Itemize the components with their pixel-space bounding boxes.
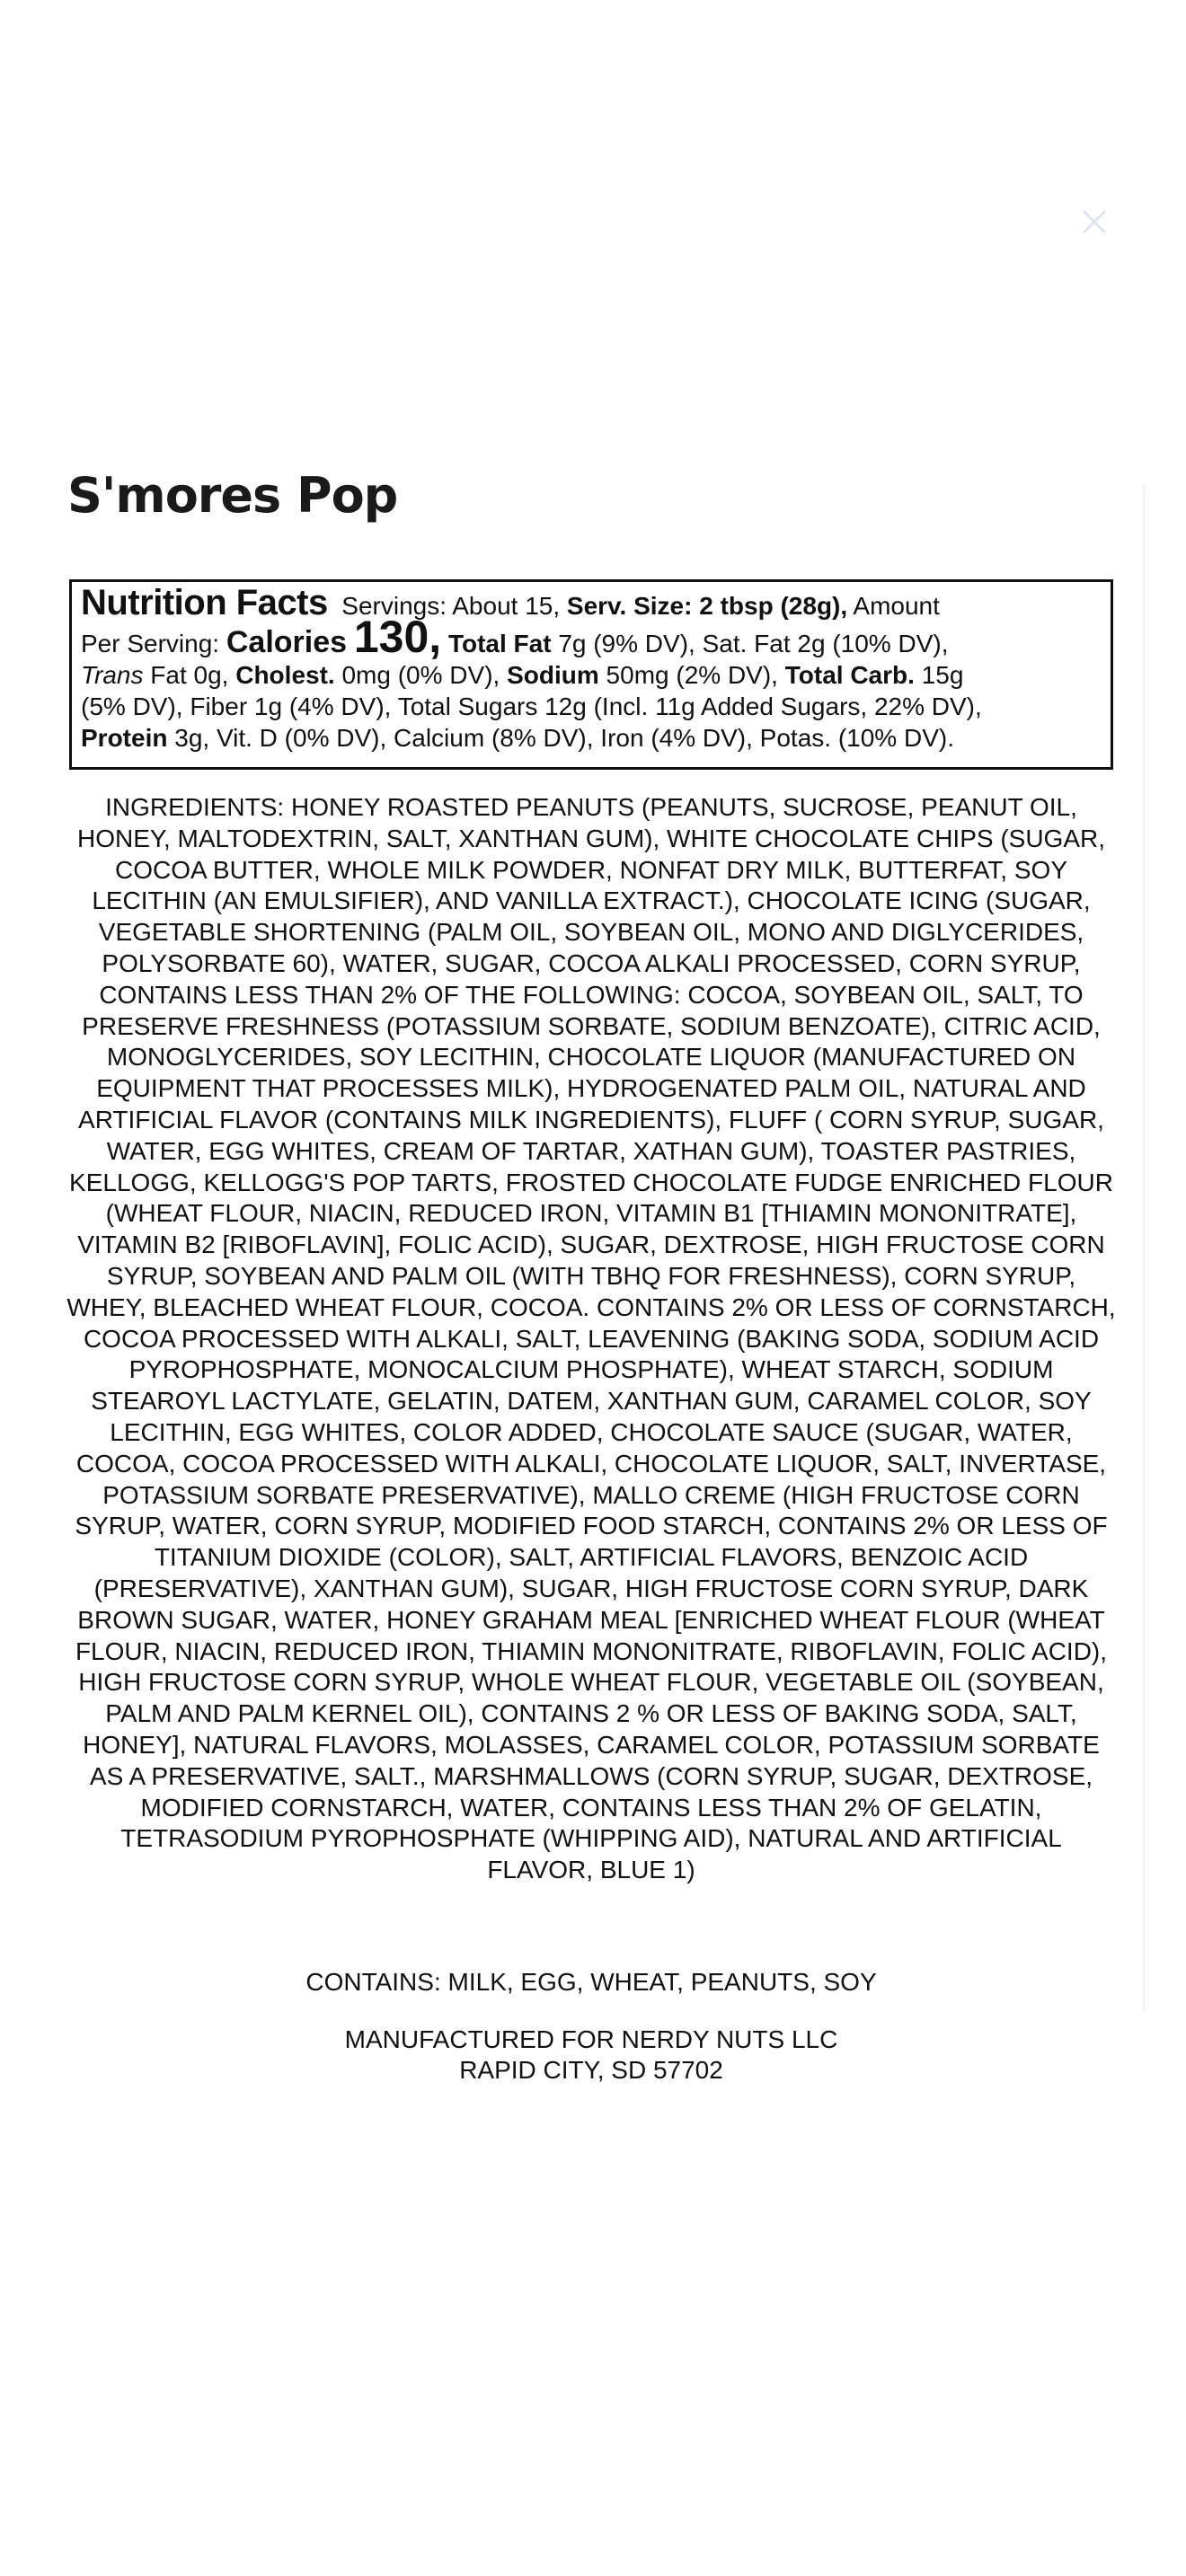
total-fat-label: Total Fat (447, 630, 552, 657)
nutrition-line-1 (81, 583, 1102, 622)
total-carb-value: 15g (921, 661, 964, 689)
cholest-value: 0mg (0% DV), (341, 661, 500, 689)
close-button[interactable] (1072, 199, 1117, 244)
serv-size-value: 2 tbsp (28g), (699, 592, 848, 620)
per-serving-text: Per Serving: (81, 630, 220, 657)
nutrition-line-3 (81, 659, 1102, 691)
trans-value: Fat 0g, (150, 661, 229, 689)
nutrition-heading: Nutrition Facts (81, 583, 328, 622)
calories-label: Calories (226, 625, 348, 659)
close-icon (1082, 209, 1107, 234)
protein-value: 3g, Vit. D (0% DV), Calcium (8% DV), Iron (4% DV), Potas. (10% DV). (174, 724, 954, 752)
allergen-statement: CONTAINS: MILK, EGG, WHEAT, PEANUTS, SOY (305, 1968, 877, 1996)
serv-size-label: Serv. Size: (566, 592, 693, 620)
manufacturer-address: RAPID CITY, SD 57702 (459, 2056, 723, 2084)
protein-label: Protein (81, 724, 168, 752)
nutrition-line-2 (81, 612, 1102, 662)
sodium-label: Sodium (507, 661, 599, 689)
nutrition-facts-panel (69, 579, 1113, 770)
manufacturer-info (66, 2025, 1116, 2086)
scroll-edge (1143, 485, 1146, 2012)
calories-value: 130, (353, 612, 442, 662)
amount-text: Amount (853, 592, 940, 620)
sodium-value: 50mg (2% DV), (606, 661, 778, 689)
manufacturer-name: MANUFACTURED FOR NERDY NUTS LLC (344, 2025, 838, 2053)
nutrition-line-5 (81, 722, 1102, 754)
trans-label: Trans (81, 661, 144, 689)
ingredients-list: INGREDIENTS: HONEY ROASTED PEANUTS (PEANUTS, SUCROSE, PEANUT OIL, HONEY, MALTODEXTRIN, SALT, XANTHAN GUM), WHITE CHOCOLATE CHIPS (SUGAR, COCOA BUTTER, WHOLE MILK POWDER, NONFAT DRY MILK, BUTTERFAT, SOY LECITHIN (AN EMULSIFIER), AND VANILLA EXTRACT.), CHOCOLATE ICING (SUGAR, VEGETABLE SHORTENING (PALM OIL, SOYBEAN OIL, MONO AND DIGLYCERIDES, POLYSORBATE 60), WATER, SUGAR, COCOA ALKALI PROCESSED, CORN SYRUP, CONTAINS LESS THAN 2% OF THE FOLLOWING: COCOA, SOYBEAN OIL, SALT, TO PRESERVE FRESHNESS (POTASSIUM SORBATE, SODIUM BENZOATE), CITRIC ACID, MONOGLYCERIDES, SOY LECITHIN, CHOCOLATE LIQUOR (MANUFACTURED ON EQUIPMENT THAT PROCESSES MILK), HYDROGENATED PALM OIL, NATURAL AND ARTIFICIAL FLAVOR (CONTAINS MILK INGREDIENTS), FLUFF ( CORN SYRUP, SUGAR, WATER, EGG WHITES, CREAM OF TARTAR, XATHAN GUM), TOASTER PASTRIES, KELLOGG, KELLOGG'S POP TARTS, FROSTED CHOCOLATE FUDGE ENRICHED FLOUR (WHEAT FLOUR, NIACIN, REDUCED IRON, VITAMIN B1 [THIAMIN MONONITRATE], VITAMIN B2 [RIBOFLAVIN], FOLIC ACID), SUGAR, DEXTROSE, HIGH FRUCTOSE CORN SYRUP, SOYBEAN AND PALM OIL (WITH TBHQ FOR FRESHNESS), CORN SYRUP, WHEY, BLEACHED WHEAT FLOUR, COCOA. CONTAINS 2% OR LESS OF CORNSTARCH, COCOA PROCESSED WITH ALKALI, SALT, LEAVENING (BAKING SODA, SODIUM ACID PYROPHOSPHATE, MONOCALCIUM PHOSPHATE), WHEAT STARCH, SODIUM STEAROYL LACTYLATE, GELATIN, DATEM, XANTHAN GUM, CARAMEL COLOR, SOY LECITHIN, EGG WHITES, COLOR ADDED, CHOCOLATE SAUCE (SUGAR, WATER, COCOA, COCOA PROCESSED WITH ALKALI, CHOCOLATE LIQUOR, SALT, INVERTASE, POTASSIUM SORBATE PRESERVATIVE), MALLO CREME (HIGH FRUCTOSE CORN SYRUP, WATER, CORN SYRUP, MODIFIED FOOD STARCH, CONTAINS 2% OR LESS OF TITANIUM DIOXIDE (COLOR), SALT, ARTIFICIAL FLAVORS, BENZOIC ACID (PRESERVATIVE), XANTHAN GUM), SUGAR, HIGH FRUCTOSE CORN SYRUP, DARK BROWN SUGAR, WATER, HONEY GRAHAM MEAL [ENRICHED WHEAT FLOUR (WHEAT FLOUR, NIACIN, REDUCED IRON, THIAMIN MONONITRATE, RIBOFLAVIN, FOLIC ACID), HIGH FRUCTOSE CORN SYRUP, WHOLE WHEAT FLOUR, VEGETABLE OIL (SOYBEAN, PALM AND PALM KERNEL OIL), CONTAINS 2 % OR LESS OF BAKING SODA, SALT, HONEY], NATURAL FLAVORS, MOLASSES, CARAMEL COLOR, POTASSIUM SORBATE AS A PRESERVATIVE, SALT., MARSHMALLOWS (CORN SYRUP, SUGAR, DEXTROSE, MODIFIED CORNSTARCH, WATER, CONTAINS LESS THAN 2% OF GELATIN, TETRASODIUM PYROPHOSPHATE (WHIPPING AID), NATURAL AND ARTIFICIAL FLAVOR, BLUE 1) (66, 793, 1116, 1884)
product-title: S'mores Pop (67, 467, 398, 524)
servings-text: Servings: About 15, (341, 592, 561, 620)
total-fat-value: 7g (9% DV), Sat. Fat 2g (10% DV), (558, 630, 949, 657)
cholest-label: Cholest. (235, 661, 335, 689)
total-carb-label: Total Carb. (784, 661, 915, 689)
nutrition-line-4: (5% DV), Fiber 1g (4% DV), Total Sugars 12g (Incl. 11g Added Sugars, 22% DV), (81, 693, 982, 720)
